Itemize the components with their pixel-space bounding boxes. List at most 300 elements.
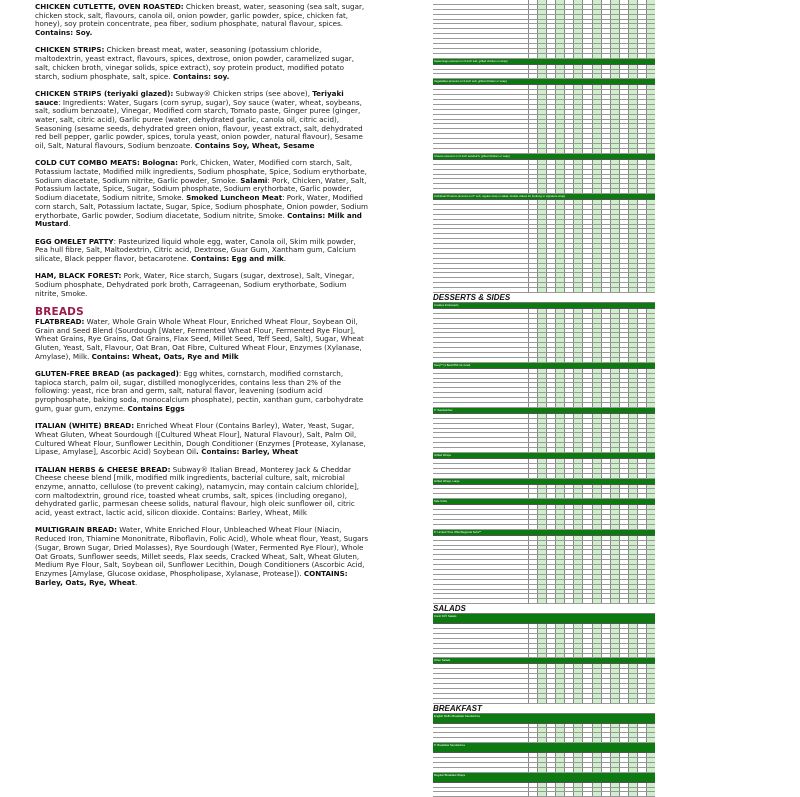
table-cell bbox=[592, 560, 601, 564]
table-cell bbox=[537, 210, 546, 214]
table-cell bbox=[582, 489, 591, 493]
table-cell bbox=[637, 580, 646, 584]
table-cell bbox=[592, 474, 601, 478]
table-cell bbox=[582, 379, 591, 383]
table-cell bbox=[555, 654, 564, 658]
table-cell bbox=[646, 353, 655, 357]
table-cell bbox=[646, 165, 655, 169]
table-cell bbox=[564, 264, 573, 268]
table-cell bbox=[628, 374, 637, 378]
table-cell bbox=[601, 353, 610, 357]
table-cell bbox=[601, 733, 610, 737]
table-cell bbox=[646, 469, 655, 473]
table-cell bbox=[628, 254, 637, 258]
table-cell bbox=[646, 414, 655, 418]
table-cell bbox=[646, 443, 655, 447]
table-cell bbox=[546, 624, 555, 628]
table-cell bbox=[528, 624, 537, 628]
table-cell bbox=[546, 144, 555, 148]
table-cell bbox=[546, 229, 555, 233]
table-cell bbox=[555, 249, 564, 253]
table-cell bbox=[573, 333, 582, 337]
table-cell bbox=[637, 639, 646, 643]
table-cell bbox=[582, 139, 591, 143]
table-cell bbox=[555, 585, 564, 589]
table-cell bbox=[601, 555, 610, 559]
ingredient-paragraph bbox=[35, 370, 370, 414]
table-cell bbox=[619, 288, 628, 292]
table-cell bbox=[592, 160, 601, 164]
table-cell bbox=[628, 70, 637, 74]
row-label bbox=[433, 510, 528, 514]
table-cell bbox=[619, 189, 628, 193]
table-cell bbox=[646, 510, 655, 514]
table-cell bbox=[637, 398, 646, 402]
table-cell bbox=[646, 555, 655, 559]
table-cell bbox=[564, 424, 573, 428]
table-cell bbox=[582, 724, 591, 728]
table-cell bbox=[628, 674, 637, 678]
table-cell bbox=[610, 100, 619, 104]
table-cell bbox=[528, 65, 537, 69]
table-cell bbox=[601, 15, 610, 19]
table-cell bbox=[555, 429, 564, 433]
table-cell bbox=[592, 165, 601, 169]
table-cell bbox=[528, 139, 537, 143]
table-cell bbox=[628, 738, 637, 742]
table-cell bbox=[637, 234, 646, 238]
table-cell bbox=[573, 259, 582, 263]
row-label bbox=[433, 215, 528, 219]
table-cell bbox=[619, 575, 628, 579]
table-cell bbox=[573, 314, 582, 318]
table-cell bbox=[592, 264, 601, 268]
table-cell bbox=[637, 189, 646, 193]
table-cell bbox=[555, 575, 564, 579]
table-cell bbox=[573, 24, 582, 28]
table-cell bbox=[573, 654, 582, 658]
table-cell bbox=[592, 115, 601, 119]
table-cell bbox=[555, 120, 564, 124]
table-cell bbox=[601, 70, 610, 74]
table-cell bbox=[619, 283, 628, 287]
table-cell bbox=[646, 403, 655, 407]
table-cell bbox=[555, 541, 564, 545]
table-cell bbox=[601, 144, 610, 148]
table-cell bbox=[637, 546, 646, 550]
table-cell bbox=[573, 205, 582, 209]
table-cell bbox=[528, 244, 537, 248]
table-cell bbox=[592, 278, 601, 282]
table-cell bbox=[601, 599, 610, 603]
table-cell bbox=[582, 244, 591, 248]
table-cell bbox=[592, 134, 601, 138]
table-cell bbox=[637, 314, 646, 318]
table-cell bbox=[537, 225, 546, 229]
row-label bbox=[433, 120, 528, 124]
table-cell bbox=[592, 314, 601, 318]
table-cell bbox=[555, 599, 564, 603]
table-cell bbox=[610, 369, 619, 373]
table-cell bbox=[619, 374, 628, 378]
table-cell bbox=[637, 674, 646, 678]
table-cell bbox=[528, 144, 537, 148]
table-cell bbox=[528, 464, 537, 468]
row-label bbox=[433, 783, 528, 787]
row-label bbox=[433, 489, 528, 493]
table-cell bbox=[592, 54, 601, 58]
table-cell bbox=[610, 85, 619, 89]
row-label bbox=[433, 684, 528, 688]
table-cell bbox=[537, 414, 546, 418]
table-cell bbox=[628, 179, 637, 183]
ingredient-title: COLD CUT COMBO MEATS: bbox=[35, 158, 140, 168]
ingredient-subtitle: Salami bbox=[240, 175, 268, 185]
table-cell bbox=[573, 644, 582, 648]
table-cell bbox=[592, 205, 601, 209]
table-cell bbox=[582, 654, 591, 658]
table-cell bbox=[546, 269, 555, 273]
table-cell bbox=[646, 90, 655, 94]
table-cell bbox=[546, 343, 555, 347]
table-cell bbox=[628, 443, 637, 447]
table-cell bbox=[646, 398, 655, 402]
table-cell bbox=[537, 24, 546, 28]
table-cell bbox=[637, 379, 646, 383]
table-cell bbox=[619, 269, 628, 273]
table-cell bbox=[637, 324, 646, 328]
table-cell bbox=[637, 555, 646, 559]
row-label bbox=[433, 459, 528, 463]
table-cell bbox=[546, 105, 555, 109]
table-cell bbox=[582, 560, 591, 564]
table-cell bbox=[637, 684, 646, 688]
table-cell bbox=[637, 575, 646, 579]
table-cell bbox=[619, 654, 628, 658]
table-cell bbox=[646, 134, 655, 138]
table-cell bbox=[546, 443, 555, 447]
table-cell bbox=[610, 510, 619, 514]
table-cell bbox=[610, 629, 619, 633]
table-cell bbox=[546, 353, 555, 357]
table-cell bbox=[573, 679, 582, 683]
table-cell bbox=[537, 560, 546, 564]
table-cell bbox=[646, 205, 655, 209]
table-cell bbox=[628, 768, 637, 772]
table-cell bbox=[646, 5, 655, 9]
table-cell bbox=[555, 225, 564, 229]
table-cell bbox=[573, 728, 582, 732]
table-cell bbox=[619, 433, 628, 437]
table-cell bbox=[537, 388, 546, 392]
table-cell bbox=[573, 379, 582, 383]
table-cell bbox=[646, 383, 655, 387]
table-cell bbox=[582, 429, 591, 433]
table-cell bbox=[646, 24, 655, 28]
table-cell bbox=[528, 200, 537, 204]
table-cell bbox=[646, 485, 655, 489]
table-cell bbox=[592, 758, 601, 762]
table-cell bbox=[582, 684, 591, 688]
table-cell bbox=[564, 639, 573, 643]
table-cell bbox=[537, 0, 546, 4]
table-cell bbox=[628, 210, 637, 214]
ingredient-subtitle: Bologna: bbox=[139, 158, 178, 168]
table-cell bbox=[573, 733, 582, 737]
table-cell bbox=[564, 570, 573, 574]
allergen-statement: Contains: Wheat, Oats, Rye and Milk bbox=[91, 351, 239, 361]
table-cell bbox=[564, 324, 573, 328]
table-cell bbox=[601, 649, 610, 653]
table-cell bbox=[619, 24, 628, 28]
table-cell bbox=[646, 724, 655, 728]
table-cell bbox=[628, 278, 637, 282]
table-cell bbox=[628, 639, 637, 643]
table-cell bbox=[528, 329, 537, 333]
row-label bbox=[433, 259, 528, 263]
table-cell bbox=[628, 536, 637, 540]
table-cell bbox=[601, 65, 610, 69]
row-label bbox=[433, 189, 528, 193]
table-cell bbox=[537, 15, 546, 19]
table-cell bbox=[546, 459, 555, 463]
table-cell bbox=[628, 189, 637, 193]
table-cell bbox=[610, 525, 619, 529]
table-cell bbox=[601, 100, 610, 104]
table-cell bbox=[546, 599, 555, 603]
table-cell bbox=[573, 220, 582, 224]
table-cell bbox=[582, 249, 591, 253]
row-label bbox=[433, 585, 528, 589]
table-cell bbox=[619, 139, 628, 143]
table-cell bbox=[646, 669, 655, 673]
table-cell bbox=[610, 753, 619, 757]
table-cell bbox=[528, 165, 537, 169]
table-cell bbox=[528, 398, 537, 402]
table-cell bbox=[619, 100, 628, 104]
table-cell bbox=[564, 414, 573, 418]
table-cell bbox=[537, 333, 546, 337]
table-cell bbox=[564, 333, 573, 337]
table-cell bbox=[528, 753, 537, 757]
table-cell bbox=[555, 338, 564, 342]
table-cell bbox=[582, 110, 591, 114]
table-cell bbox=[619, 674, 628, 678]
table-cell bbox=[592, 369, 601, 373]
table-cell bbox=[601, 388, 610, 392]
table-cell bbox=[601, 278, 610, 282]
table-cell bbox=[646, 120, 655, 124]
table-cell bbox=[573, 10, 582, 14]
table-cell bbox=[637, 170, 646, 174]
table-cell bbox=[637, 783, 646, 787]
table-cell bbox=[537, 324, 546, 328]
table-cell bbox=[610, 165, 619, 169]
table-cell bbox=[646, 689, 655, 693]
table-cell bbox=[601, 39, 610, 43]
table-cell bbox=[592, 170, 601, 174]
table-cell bbox=[537, 215, 546, 219]
table-cell bbox=[564, 309, 573, 313]
row-label bbox=[433, 654, 528, 658]
table-cell bbox=[528, 184, 537, 188]
table-cell bbox=[610, 424, 619, 428]
table-cell bbox=[537, 90, 546, 94]
table-cell bbox=[537, 134, 546, 138]
table-cell bbox=[555, 189, 564, 193]
table-cell bbox=[646, 329, 655, 333]
table-cell bbox=[592, 215, 601, 219]
table-cell bbox=[628, 550, 637, 554]
table-cell bbox=[573, 44, 582, 48]
table-cell bbox=[601, 329, 610, 333]
table-cell bbox=[619, 74, 628, 78]
table-cell bbox=[537, 29, 546, 33]
table-cell bbox=[628, 788, 637, 792]
table-cell bbox=[592, 95, 601, 99]
table-cell bbox=[564, 669, 573, 673]
table-cell bbox=[601, 580, 610, 584]
table-cell bbox=[564, 419, 573, 423]
table-cell bbox=[528, 90, 537, 94]
table-cell bbox=[592, 5, 601, 9]
table-cell bbox=[646, 654, 655, 658]
table-cell bbox=[573, 215, 582, 219]
table-cell bbox=[646, 624, 655, 628]
table-cell bbox=[619, 505, 628, 509]
table-cell bbox=[555, 124, 564, 128]
table-cell bbox=[601, 674, 610, 678]
table-cell bbox=[555, 110, 564, 114]
table-cell bbox=[592, 34, 601, 38]
table-cell bbox=[564, 65, 573, 69]
table-cell bbox=[646, 215, 655, 219]
table-cell bbox=[546, 494, 555, 498]
table-cell bbox=[546, 629, 555, 633]
table-cell bbox=[537, 39, 546, 43]
table-cell bbox=[537, 309, 546, 313]
table-cell bbox=[546, 314, 555, 318]
table-cell bbox=[646, 54, 655, 58]
table-cell bbox=[573, 338, 582, 342]
section-heading-breads: BREADS bbox=[35, 305, 84, 318]
table-cell bbox=[637, 288, 646, 292]
table-cell bbox=[582, 546, 591, 550]
table-cell bbox=[646, 10, 655, 14]
table-cell bbox=[628, 369, 637, 373]
table-cell bbox=[628, 124, 637, 128]
table-cell bbox=[573, 278, 582, 282]
table-cell bbox=[592, 624, 601, 628]
table-cell bbox=[564, 429, 573, 433]
table-cell bbox=[537, 5, 546, 9]
table-cell bbox=[555, 264, 564, 268]
table-cell bbox=[610, 24, 619, 28]
table-cell bbox=[592, 448, 601, 452]
table-cell bbox=[601, 510, 610, 514]
table-cell bbox=[582, 464, 591, 468]
table-cell bbox=[628, 129, 637, 133]
table-cell bbox=[573, 90, 582, 94]
table-cell bbox=[528, 448, 537, 452]
ingredient-paragraph bbox=[35, 3, 370, 38]
table-cell bbox=[555, 728, 564, 732]
table-cell bbox=[555, 448, 564, 452]
table-cell bbox=[564, 225, 573, 229]
table-cell bbox=[637, 664, 646, 668]
table-cell bbox=[619, 0, 628, 4]
table-cell bbox=[610, 679, 619, 683]
table-cell bbox=[582, 85, 591, 89]
table-cell bbox=[601, 139, 610, 143]
table-section-header: Fresh Fit® Salads bbox=[433, 614, 655, 624]
table-cell bbox=[537, 570, 546, 574]
table-cell bbox=[610, 788, 619, 792]
table-section-header: Regular Breakfast Wraps bbox=[433, 773, 655, 783]
table-cell bbox=[646, 129, 655, 133]
table-cell bbox=[592, 329, 601, 333]
table-cell bbox=[646, 95, 655, 99]
table-cell bbox=[546, 338, 555, 342]
table-cell bbox=[592, 536, 601, 540]
table-cell bbox=[646, 144, 655, 148]
table-cell bbox=[601, 120, 610, 124]
table-cell bbox=[573, 753, 582, 757]
table-cell bbox=[646, 520, 655, 524]
table-cell bbox=[637, 644, 646, 648]
table-cell bbox=[646, 210, 655, 214]
table-cell bbox=[555, 144, 564, 148]
table-cell bbox=[592, 429, 601, 433]
table-cell bbox=[619, 738, 628, 742]
table-cell bbox=[564, 403, 573, 407]
table-cell bbox=[573, 664, 582, 668]
table-cell bbox=[573, 624, 582, 628]
table-cell bbox=[646, 74, 655, 78]
table-cell bbox=[537, 629, 546, 633]
row-label bbox=[433, 49, 528, 53]
table-cell bbox=[637, 220, 646, 224]
table-cell bbox=[573, 515, 582, 519]
table-cell bbox=[592, 239, 601, 243]
table-cell bbox=[601, 644, 610, 648]
row-label bbox=[433, 348, 528, 352]
table-cell bbox=[628, 175, 637, 179]
ingredient-subtitle: Teriyaki sauce bbox=[35, 88, 344, 107]
table-cell bbox=[564, 179, 573, 183]
ingredient-text: . bbox=[283, 253, 287, 263]
table-cell bbox=[601, 249, 610, 253]
table-cell bbox=[610, 129, 619, 133]
table-cell bbox=[537, 443, 546, 447]
table-cell bbox=[564, 74, 573, 78]
table-cell bbox=[637, 165, 646, 169]
table-cell bbox=[573, 288, 582, 292]
table-cell bbox=[619, 10, 628, 14]
table-cell bbox=[610, 273, 619, 277]
table-cell bbox=[546, 379, 555, 383]
table-cell bbox=[628, 314, 637, 318]
table-cell bbox=[582, 144, 591, 148]
table-cell bbox=[610, 234, 619, 238]
table-cell bbox=[619, 644, 628, 648]
table-cell bbox=[592, 485, 601, 489]
table-cell bbox=[528, 684, 537, 688]
table-cell bbox=[646, 110, 655, 114]
ingredient-subtitle: Smoked Luncheon Meat bbox=[186, 193, 283, 203]
table-section-header: Cheese (amount on 6-inch sandwich; grilled chicken or wrap) bbox=[433, 154, 655, 160]
table-cell bbox=[582, 264, 591, 268]
